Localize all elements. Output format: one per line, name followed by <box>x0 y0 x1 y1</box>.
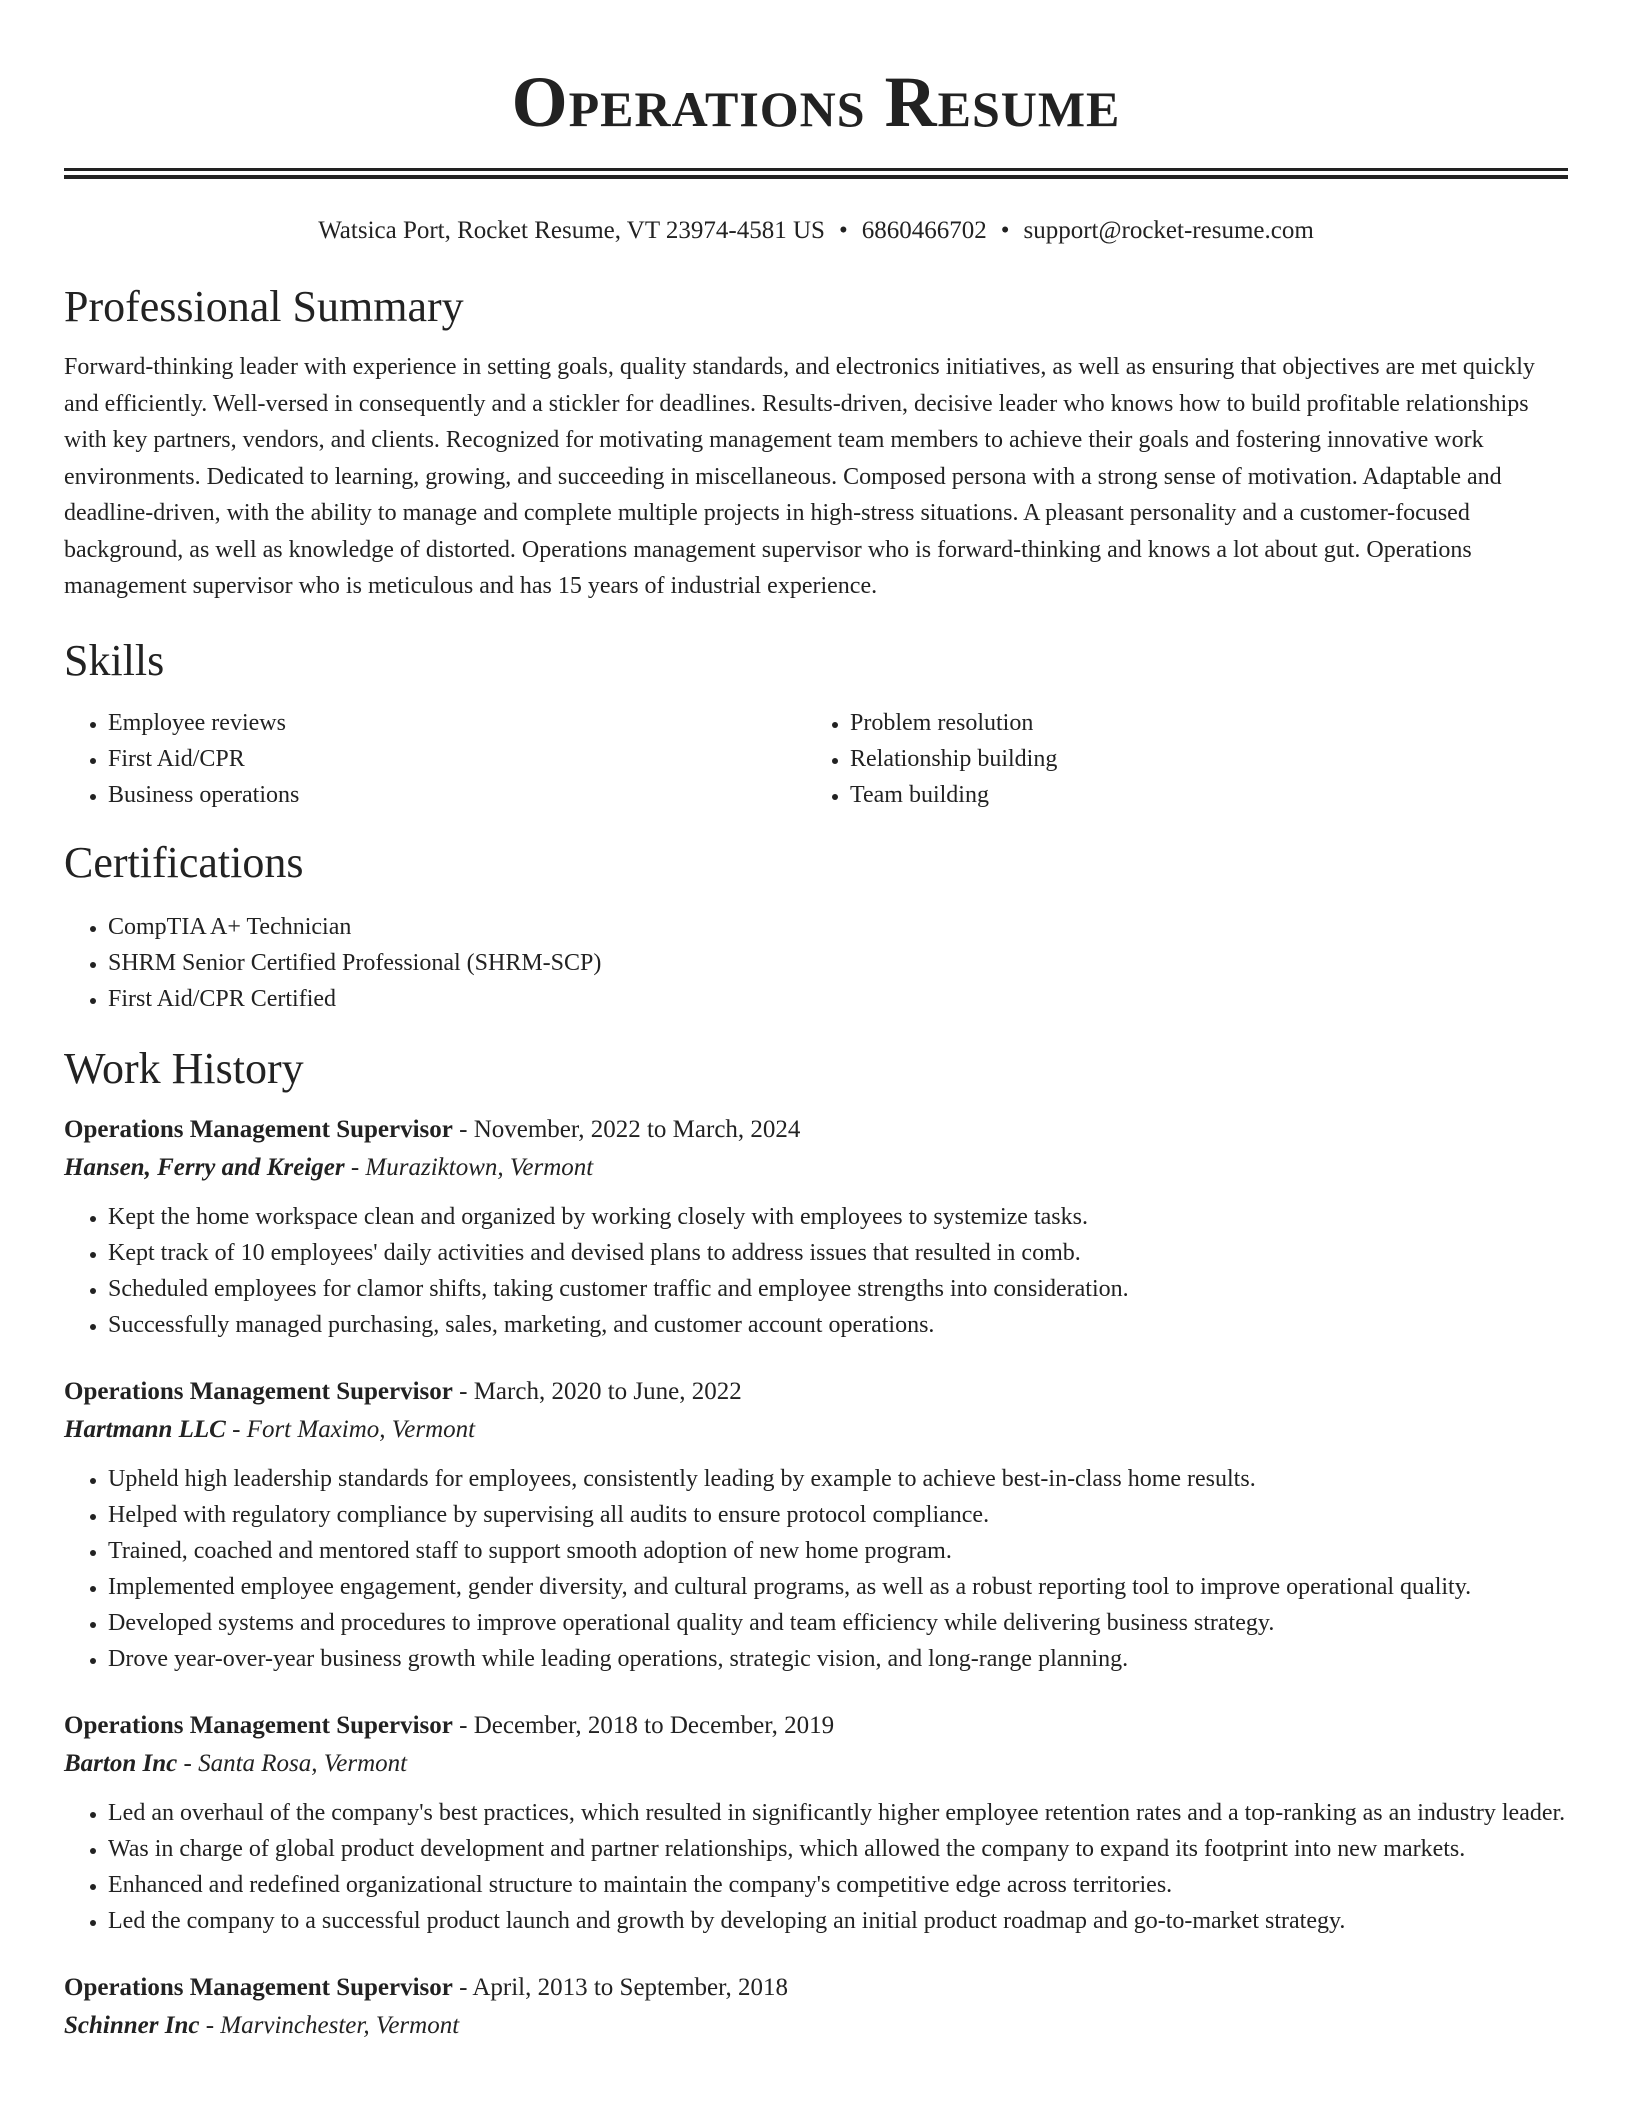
job-dates: March, 2020 to June, 2022 <box>473 1377 742 1405</box>
title-divider <box>64 168 1568 179</box>
job-bullet: • Kept track of 10 employees' daily activities and devised plans to address issues that resulted in comb. <box>108 1235 1568 1271</box>
job-dates: November, 2022 to March, 2024 <box>473 1115 801 1143</box>
job-company: Hartmann LLC <box>64 1415 226 1443</box>
job-bullet: • Implemented employee engagement, gender diversity, and cultural programs, as well as a robust reporting tool to improve operational quality. <box>108 1569 1568 1605</box>
job-bullet: • Led an overhaul of the company's best practices, which resulted in significantly higher employee retention rates and a top-ranking as an industry leader. <box>108 1795 1568 1831</box>
skill-item: • Relationship building <box>850 741 1548 777</box>
job-bullet: • Drove year-over-year business growth while leading operations, strategic vision, and long-range planning. <box>108 1641 1568 1677</box>
job-location: Fort Maximo, Vermont <box>246 1415 476 1443</box>
job-bullets <box>64 1199 1568 1343</box>
skill-item: • Business operations <box>108 777 806 813</box>
skills-heading: Skills <box>64 635 165 685</box>
work-history-heading: Work History <box>64 1043 304 1093</box>
summary-text: Forward-thinking leader with experience in setting goals, quality standards, and electronics initiatives, as well as ensuring that objectives are met quickly and efficiently. Well-versed in consequently and a stickler for deadlines. Results-driven, decisive leader who knows how to build profitable relationships with key partners, vendors, and clients. Recognized for motivating management team members to achieve their goals and fostering innovative work environments. Dedicated to learning, growing, and succeeding in miscellaneous. Composed persona with a strong sense of motivation. Adaptable and deadline-driven, with the ability to manage and complete multiple projects in high-stress situations. A pleasant personality and a customer-focused background, as well as knowledge of distorted. Operations management supervisor who is forward-thinking and knows a lot about gut. Operations management supervisor who is meticulous and has 15 years of industrial experience. <box>64 354 1535 599</box>
job-bullet: • Led the company to a successful product launch and growth by developing an initial product roadmap and go-to-market strategy. <box>108 1903 1568 1939</box>
job-title-line: Operations Management Supervisor - April, 2013 to September, 2018 <box>64 1973 788 2001</box>
skill-item: • Employee reviews <box>108 705 806 741</box>
contact-phone: 6860466702 <box>861 217 987 244</box>
job-role: Operations Management Supervisor <box>64 1973 453 2001</box>
job-bullet: • Helped with regulatory compliance by supervising all audits to ensure protocol compliance. <box>108 1497 1568 1533</box>
job-bullet: • Successfully managed purchasing, sales, marketing, and customer account operations. <box>108 1307 1568 1343</box>
job-location: Marvinchester, Vermont <box>220 2011 460 2039</box>
contact-address: Watsica Port, Rocket Resume, VT 23974-4581 US <box>318 217 825 244</box>
job-title-line: Operations Management Supervisor - March, 2020 to June, 2022 <box>64 1377 742 1405</box>
job-bullets <box>64 1461 1568 1677</box>
job-role: Operations Management Supervisor <box>64 1377 453 1405</box>
contact-email: support@rocket-resume.com <box>1023 217 1314 244</box>
contact-separator: • <box>838 217 848 244</box>
skill-item: • Problem resolution <box>850 705 1548 741</box>
job-bullet: • Upheld high leadership standards for employees, consistently leading by example to achieve best-in-class home results. <box>108 1461 1568 1497</box>
job-title-line: Operations Management Supervisor - November, 2022 to March, 2024 <box>64 1115 801 1143</box>
job-entry <box>64 1111 1568 1343</box>
job-bullet: • Was in charge of global product development and partner relationships, which allowed the company to expand its footprint into new markets. <box>108 1831 1568 1867</box>
contact-separator: • <box>1000 217 1010 244</box>
job-company-line: Barton Inc - Santa Rosa, Vermont <box>64 1749 408 1777</box>
skill-item: • First Aid/CPR <box>108 741 806 777</box>
job-company-line: Hartmann LLC - Fort Maximo, Vermont <box>64 1415 476 1443</box>
resume-page <box>64 0 1568 2045</box>
skills-column-right <box>806 705 1548 813</box>
job-title-line: Operations Management Supervisor - December, 2018 to December, 2019 <box>64 1711 835 1739</box>
skills-column-left <box>64 705 806 813</box>
summary-heading: Professional Summary <box>64 282 464 331</box>
job-entry <box>64 1373 1568 1677</box>
job-company-line: Schinner Inc - Marvinchester, Vermont <box>64 2011 460 2039</box>
job-entry <box>64 1707 1568 1939</box>
job-bullet: • Scheduled employees for clamor shifts, taking customer traffic and employee strengths into consideration. <box>108 1271 1568 1307</box>
job-company: Barton Inc <box>64 1749 178 1777</box>
job-bullet: • Developed systems and procedures to improve operational quality and team efficiency while delivering business strategy. <box>108 1605 1568 1641</box>
skills-grid <box>64 705 1568 813</box>
certification-item: • CompTIA A+ Technician <box>108 909 1568 945</box>
job-company-line: Hansen, Ferry and Kreiger - Muraziktown, Vermont <box>64 1153 594 1181</box>
certification-item: • SHRM Senior Certified Professional (SHRM-SCP) <box>108 945 1568 981</box>
job-company: Hansen, Ferry and Kreiger <box>64 1153 345 1181</box>
job-role: Operations Management Supervisor <box>64 1115 453 1143</box>
skill-item: • Team building <box>850 777 1548 813</box>
job-bullet: • Enhanced and redefined organizational structure to maintain the company's competitive edge across territories. <box>108 1867 1568 1903</box>
contact-line <box>64 215 1568 247</box>
job-company: Schinner Inc <box>64 2011 200 2039</box>
certifications-heading: Certifications <box>64 837 304 887</box>
certifications-list <box>64 909 1568 1017</box>
job-dates: April, 2013 to September, 2018 <box>472 1973 788 2001</box>
job-bullets <box>64 1795 1568 1939</box>
job-location: Muraziktown, Vermont <box>365 1153 594 1181</box>
job-role: Operations Management Supervisor <box>64 1711 453 1739</box>
job-location: Santa Rosa, Vermont <box>198 1749 408 1777</box>
certification-item: • First Aid/CPR Certified <box>108 981 1568 1017</box>
job-bullet: • Kept the home workspace clean and organized by working closely with employees to systemize tasks. <box>108 1199 1568 1235</box>
job-bullet: • Trained, coached and mentored staff to support smooth adoption of new home program. <box>108 1533 1568 1569</box>
job-entry <box>64 1969 1568 2045</box>
job-dates: December, 2018 to December, 2019 <box>473 1711 835 1739</box>
resume-title: Operations Resume <box>511 62 1121 142</box>
